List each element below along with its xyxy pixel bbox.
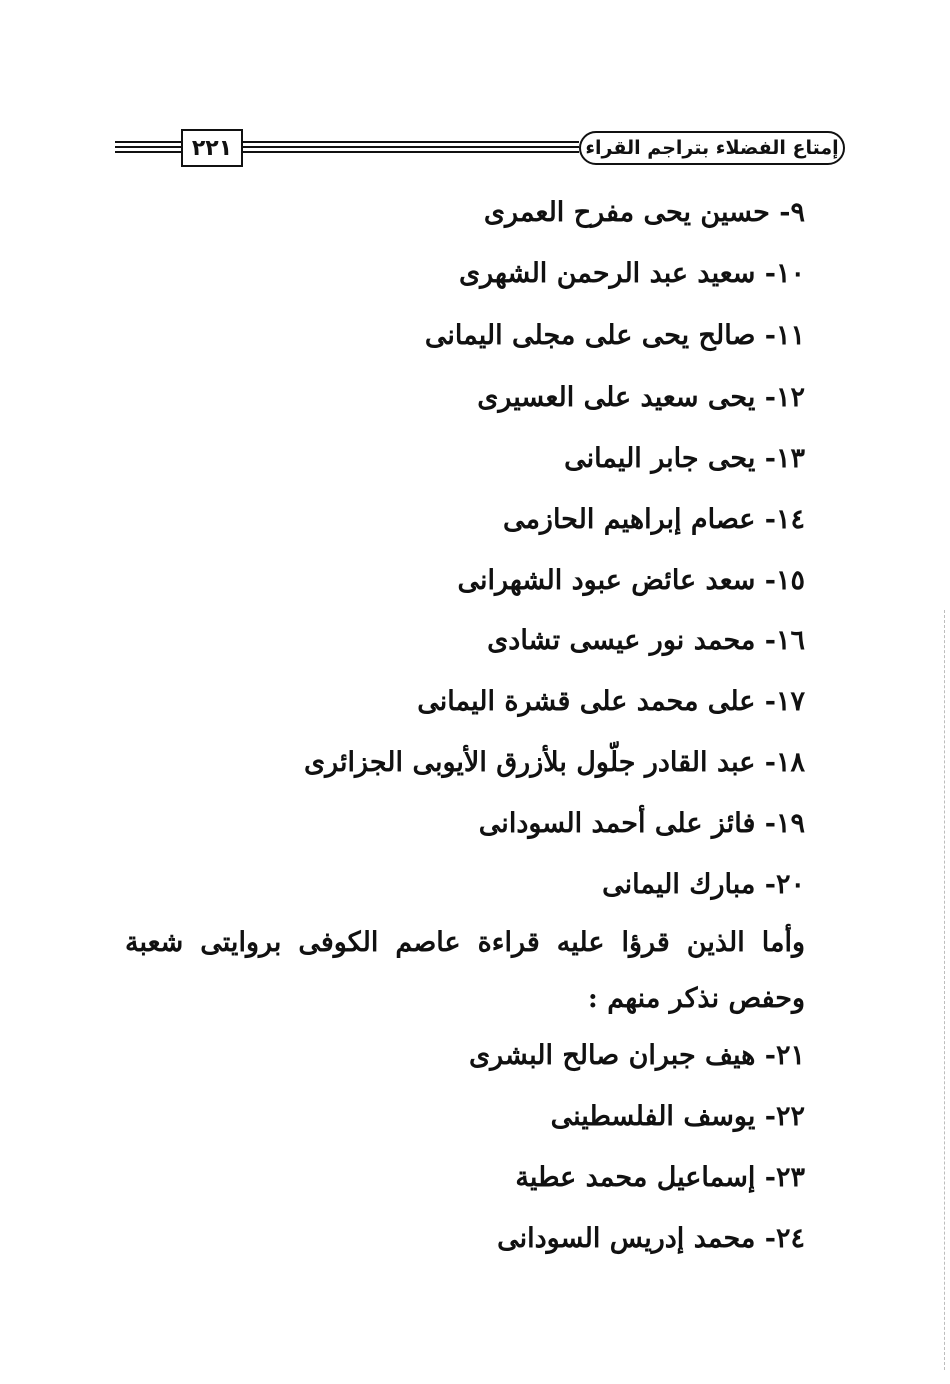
intro-paragraph: وأما الذين قرؤا عليه قراءة عاصم الكوفى بروايتى شعبة وحفص نذكر منهم : (125, 927, 805, 1014)
list-item: ١١- صالح يحى على مجلى اليمانى (424, 320, 805, 351)
page-edge-line (944, 610, 946, 1370)
header-rule-left (115, 141, 181, 155)
list-item: ١٣- يحى جابر اليمانى (564, 443, 805, 474)
list-item: ٢١- هيف جبران صالح البشرى (468, 1040, 805, 1071)
list-item: ١٩- فائز على أحمد السودانى (478, 808, 805, 839)
running-header (115, 125, 845, 175)
list-item: ٢٢- يوسف الفلسطينى (550, 1101, 805, 1132)
list-item: ١٤- عصام إبراهيم الحازمى (502, 504, 805, 535)
header-rule-middle (243, 141, 579, 155)
book-title: إمتاع الفضلاء بتراجم القراء (579, 131, 845, 165)
list-item: ٢٠- مبارك اليمانى (602, 869, 805, 900)
list-item: ١٠- سعيد عبد الرحمن الشهرى (459, 258, 805, 289)
list-item: ١٥- سعد عائض عبود الشهرانى (457, 565, 805, 596)
list-item: ١٦- محمد نور عيسى تشادى (487, 625, 805, 656)
list-item: ١٢- يحى سعيد على العسيرى (477, 382, 805, 413)
list-item: ٩- حسين يحى مفرح العمرى (483, 197, 805, 228)
list-item: ٢٣- إسماعيل محمد عطية (515, 1162, 805, 1193)
list-item: ١٧- على محمد على قشرة اليمانى (417, 686, 805, 717)
list-item: ١٨- عبد القادر جلّول بلأزرق الأيوبى الجزائرى (303, 747, 805, 778)
list-item: ٢٤- محمد إدريس السودانى (497, 1223, 805, 1254)
page-number: ٢٢١ (181, 129, 243, 167)
